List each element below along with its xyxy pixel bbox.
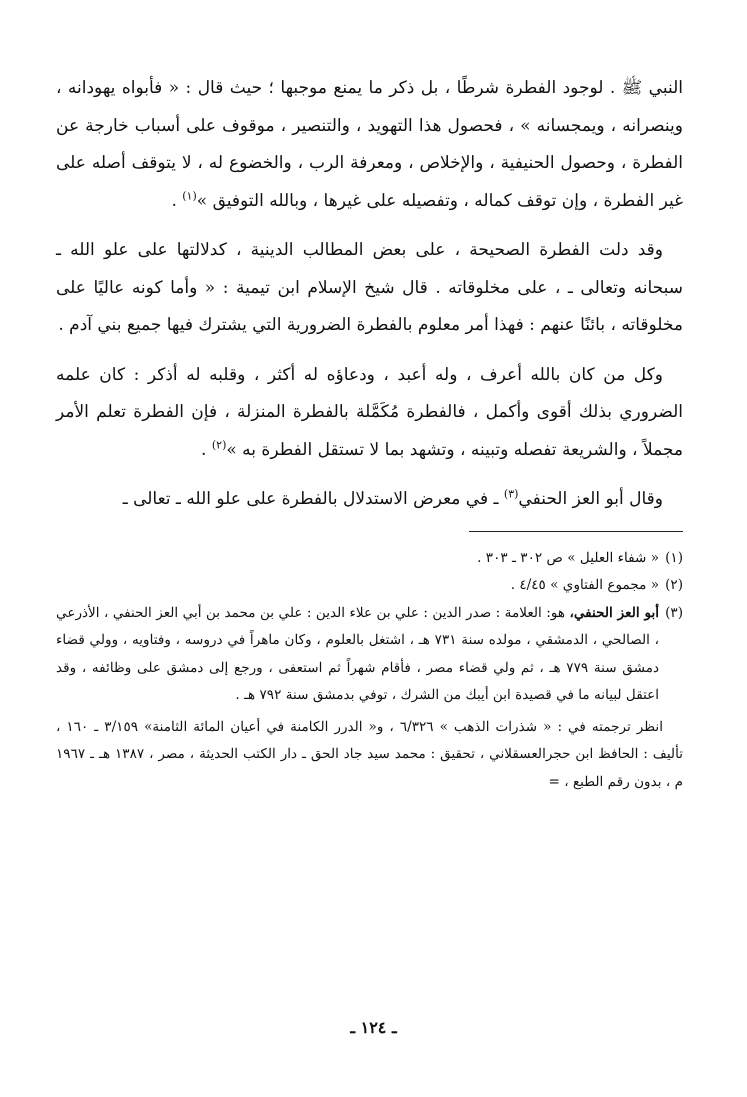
footnote-subject-name: أبو العز الحنفي، [569, 604, 660, 621]
paragraph-4 [56, 481, 683, 519]
paragraph-3 [56, 357, 683, 470]
footnotes [56, 545, 683, 797]
footnote-text: « شفاء العليل » ص ٣٠٢ ـ ٣٠٣ . [477, 549, 660, 566]
footnote-separator [469, 531, 683, 532]
footnote-2 [56, 572, 683, 600]
footnote-number: (٣) [665, 604, 683, 621]
paragraph-1-text: النبي ﷺ . لوجود الفطرة شرطًا ، بل ذكر ما يمنع موجبها ؛ حيث قال : « فأبواه يهودانه ، وينصرانه ، ويمجسانه » ، فحصول هذا التهويد ، والتنصير ، موقوف على أسباب خارجة عن الفطرة ، وحصول الحنيفية ، والإخلاص ، ومعرفة الرب ، والخضوع له ، لا يتوقف أصله على غير الفطرة ، وإن توقف كماله ، وتفصيله على غيرها ، وبالله التوفيق » [56, 78, 683, 211]
paragraph-3-end: . [201, 439, 212, 460]
paragraph-2: وقد دلت الفطرة الصحيحة ، على بعض المطالب الدينية ، كدلالتها على علو الله ـ سبحانه وتعالى ـ ، على مخلوقاته . قال شيخ الإسلام ابن تيمية : « وأما كونه عاليًا على مخلوقاته ، بائنًا عنهم : فهذا أمر معلوم بالفطرة الضرورية التي يشترك فيها جميع بني آدم . [56, 240, 683, 335]
footnote-ref-2: (٢) [211, 437, 227, 451]
footnote-3 [56, 600, 683, 710]
footnote-1 [56, 545, 683, 573]
footnote-number: (١) [665, 549, 683, 566]
paragraph-1 [56, 70, 683, 220]
footnote-body [56, 600, 659, 710]
footnote-text: هو: العلامة : صدر الدين : علي بن علاء الدين : علي بن محمد بن أبي العز الحنفي ، الأذرعي ، الصالحي ، الدمشقي ، مولده سنة ٧٣١ هـ ، اشتغل بالعلوم ، وكان ماهراً في دروسه ، وفتاويه ، وولي قضاء دمشق سنة ٧٧٩ هـ ، ثم ولي قضاء مصر ، فأقام شهراً ثم استعفى ، ورجع إلى دمشق على وظائفه ، وقد اعتقل لبيانه ما في قصيدة ابن أيبك من الشرك ، توفي بدمشق سنة ٧٩٢ هـ . [56, 604, 660, 703]
reference-block: انظر ترجمته في : « شذرات الذهب » ٦/٣٢٦ ، و« الدرر الكامنة في أعيان المائة الثامنة» ٣/١٥٩ ـ ١٦٠ ، تأليف : الحافظ ابن حجرالعسقلاني ، تحقيق : محمد سيد جاد الحق ـ دار الكتب الحديثة ، مصر ، ١٣٨٧ هـ ـ ١٩٦٧ م ، بدون رقم الطبع ، = [56, 718, 683, 790]
paragraph-3-text: وكل من كان بالله أعرف ، وله أعبد ، ودعاؤه له أكثر ، وقلبه له أذكر : كان علمه الضروري بذلك أقوى وأكمل ، فالفطرة مُكَمَّلة بالفطرة المنزلة ، فإن الفطرة تعلم الأمر مجملاً ، والشريعة تفصله وتبينه ، وتشهد بما لا تستقل الفطرة به » [56, 364, 683, 460]
paragraph-4-text-b: ـ في معرض الاستدلال بالفطرة على علو الله ـ تعالى ـ [122, 489, 504, 509]
footnote-number: (٢) [665, 577, 683, 593]
footnote-text: « مجموع الفتاوي » ٤/٤٥ . [510, 577, 660, 593]
page-number: ـ ١٢٤ ـ [350, 1018, 397, 1037]
paragraph-1-end: . [171, 190, 183, 211]
page-content [56, 70, 683, 810]
footnote-ref-1: (١) [182, 188, 197, 202]
footnote-ref-3: (٣) [503, 487, 519, 501]
paragraph-4-text-a: وقال أبو العز الحنفي [518, 489, 663, 509]
